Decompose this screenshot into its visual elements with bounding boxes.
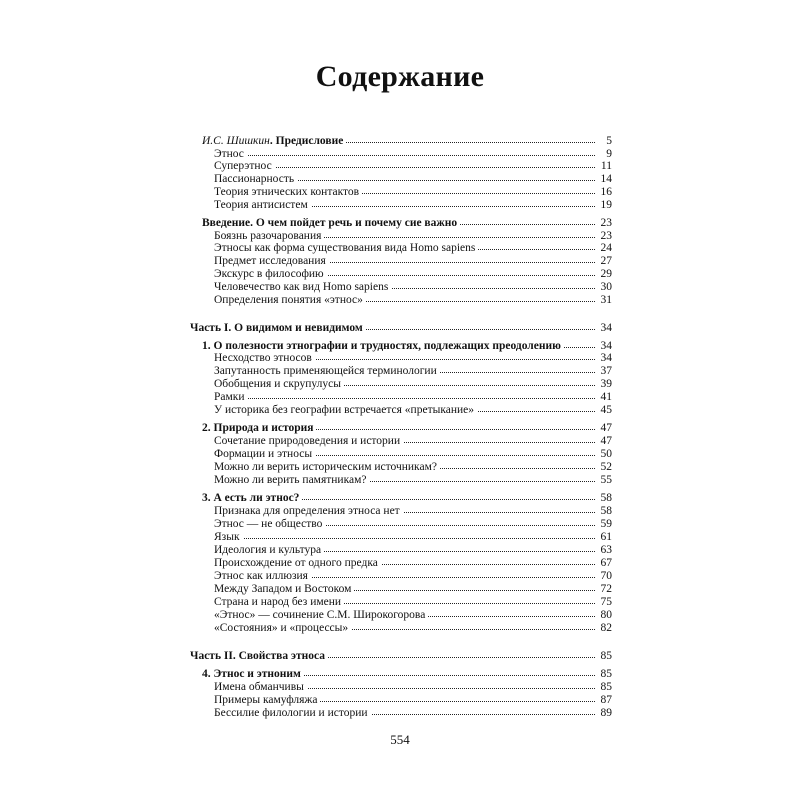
leader-dots [214, 538, 595, 539]
entry-page-number: 75 [598, 596, 613, 609]
entry-page-number: 82 [598, 622, 613, 635]
entry-title: Теория этнических контактов [214, 186, 360, 198]
entry-title: 4. Этнос и этноним [202, 668, 301, 680]
toc-entry [0, 461, 800, 474]
toc-entry [0, 217, 800, 230]
entry-title: Можно ли верить историческим источникам? [214, 461, 437, 473]
entry-page-number: 23 [598, 230, 613, 243]
entry-title: Этносы как форма существования вида Homo sapiens [214, 242, 476, 254]
entry-title: Этнос как иллюзия [214, 570, 308, 582]
entry-page-number: 63 [598, 544, 613, 557]
entry-title: Экскурс в философию [214, 268, 324, 280]
toc-entry [0, 707, 800, 720]
toc-entry [0, 255, 800, 268]
toc-entry [0, 518, 800, 531]
leader-dots [214, 398, 595, 399]
toc-entry [0, 322, 800, 335]
toc-entry [0, 281, 800, 294]
page-number: 554 [390, 732, 410, 747]
entry-title: Часть II. Свойства этноса [190, 650, 325, 662]
toc-entry [0, 681, 800, 694]
entry-page-number: 23 [598, 217, 613, 230]
entry-author: И.С. Шишкин [202, 135, 270, 147]
entry-page-number: 29 [598, 268, 613, 281]
entry-title: Введение. О чем пойдет речь и почему сие важно [202, 217, 458, 229]
entry-page-number: 58 [598, 505, 613, 518]
entry-title: Этнос [214, 148, 244, 160]
entry-page-number: 19 [598, 199, 613, 212]
entry-page-number: 45 [598, 404, 613, 417]
entry-page-number: 34 [598, 352, 613, 365]
entry-title: Происхождение от одного предка [214, 557, 378, 569]
entry-page-number: 5 [603, 135, 612, 148]
entry-title: Предмет исследования [214, 255, 326, 267]
entry-page-number: 30 [598, 281, 613, 294]
entry-page-number: 24 [598, 242, 613, 255]
entry-page-number: 59 [598, 518, 613, 531]
entry-page-number: 67 [598, 557, 613, 570]
entry-title: Несходство этносов [214, 352, 312, 364]
entry-title: Боязнь разочарования [214, 230, 322, 242]
toc-entry [0, 694, 800, 707]
toc-entry [0, 557, 800, 570]
entry-title: Человечество как вид Homo sapiens [214, 281, 389, 293]
toc-entry [0, 650, 800, 663]
entry-title: Запутанность применяющейся терминологии [214, 365, 437, 377]
entry-page-number: 14 [598, 173, 613, 186]
entry-page-number: 50 [598, 448, 613, 461]
toc-entry [0, 352, 800, 365]
toc-entry [0, 474, 800, 487]
entry-page-number: 47 [598, 422, 613, 435]
page-title: Содержание [315, 60, 485, 93]
entry-title: Суперэтнос [214, 160, 272, 172]
entry-title: «Состояния» и «процессы» [214, 622, 349, 634]
toc-entry [0, 391, 800, 404]
toc-entry [0, 422, 800, 435]
entry-page-number: 55 [598, 474, 613, 487]
entry-page-number: 34 [598, 322, 613, 335]
entry-page-number: 47 [598, 435, 613, 448]
entry-page-number: 70 [598, 570, 613, 583]
entry-page-number: 16 [598, 186, 613, 199]
entry-page-number: 9 [603, 148, 612, 161]
toc-entry [0, 570, 800, 583]
entry-page-number: 85 [598, 650, 613, 663]
toc-entry [0, 242, 800, 255]
entry-title: У историка без географии встречается «претыкание» [214, 404, 475, 416]
entry-page-number: 52 [598, 461, 613, 474]
toc-entry [0, 583, 800, 596]
toc-entry [0, 186, 800, 199]
toc-entry [0, 199, 800, 212]
entry-title: Идеология и культура [214, 544, 322, 556]
entry-title: Обобщения и скрупулусы [214, 378, 341, 390]
entry-title: . Предисловие [269, 135, 344, 147]
entry-page-number: 87 [598, 694, 613, 707]
toc-entry [0, 596, 800, 609]
toc-entry [0, 378, 800, 391]
entry-title: Теория антисистем [214, 199, 308, 211]
toc-entry [0, 435, 800, 448]
entry-page-number: 31 [598, 294, 613, 307]
entry-title: Бессилие филологии и истории [214, 707, 368, 719]
entry-page-number: 34 [598, 340, 613, 353]
entry-title: Рамки [214, 391, 245, 403]
entry-title: Часть I. О видимом и невидимом [190, 322, 363, 334]
entry-page-number: 58 [598, 492, 613, 505]
entry-title: 3. А есть ли этнос? [202, 492, 300, 504]
entry-title: Пассионарность [214, 173, 295, 185]
entry-title: Признака для определения этноса нет [214, 505, 400, 517]
entry-page-number: 39 [598, 378, 613, 391]
toc-entry [0, 135, 800, 148]
entry-page-number: 89 [598, 707, 613, 720]
toc-entry [0, 365, 800, 378]
entry-title: 2. Природа и история [202, 422, 314, 434]
entry-title: Язык [214, 531, 240, 543]
toc-entry [0, 622, 800, 635]
entry-page-number: 11 [598, 160, 612, 173]
entry-page-number: 85 [598, 681, 613, 694]
toc-entry [0, 609, 800, 622]
entry-page-number: 72 [598, 583, 613, 596]
entry-title: Можно ли верить памятникам? [214, 474, 367, 486]
entry-title: Сочетание природоведения и истории [214, 435, 401, 447]
toc-entry [0, 448, 800, 461]
entry-page-number: 37 [598, 365, 613, 378]
entry-title: Определения понятия «этнос» [214, 294, 363, 306]
toc-entry [0, 160, 800, 173]
toc-entry [0, 173, 800, 186]
entry-page-number: 61 [598, 531, 613, 544]
toc-entry [0, 268, 800, 281]
entry-title: Между Западом и Востоком [214, 583, 352, 595]
entry-title: Этнос — не общество [214, 518, 323, 530]
toc-entry [0, 531, 800, 544]
entry-page-number: 41 [598, 391, 613, 404]
toc-entry [0, 404, 800, 417]
toc-entry [0, 544, 800, 557]
toc-entry [0, 505, 800, 518]
entry-page-number: 85 [598, 668, 613, 681]
entry-page-number: 27 [598, 255, 613, 268]
leader-dots [214, 155, 595, 156]
entry-title: 1. О полезности этнографии и трудностях, подлежащих преодолению [202, 340, 561, 352]
entry-title: Формации и этносы [214, 448, 313, 460]
entry-title: Примеры камуфляжа [214, 694, 318, 706]
entry-page-number: 80 [598, 609, 613, 622]
entry-title: Страна и народ без имени [214, 596, 342, 608]
toc-entry [0, 294, 800, 307]
entry-title: «Этнос» — сочинение С.М. Широкогорова [214, 609, 426, 621]
entry-title: Имена обманчивы [214, 681, 304, 693]
toc-entry [0, 492, 800, 505]
toc-entry [0, 668, 800, 681]
